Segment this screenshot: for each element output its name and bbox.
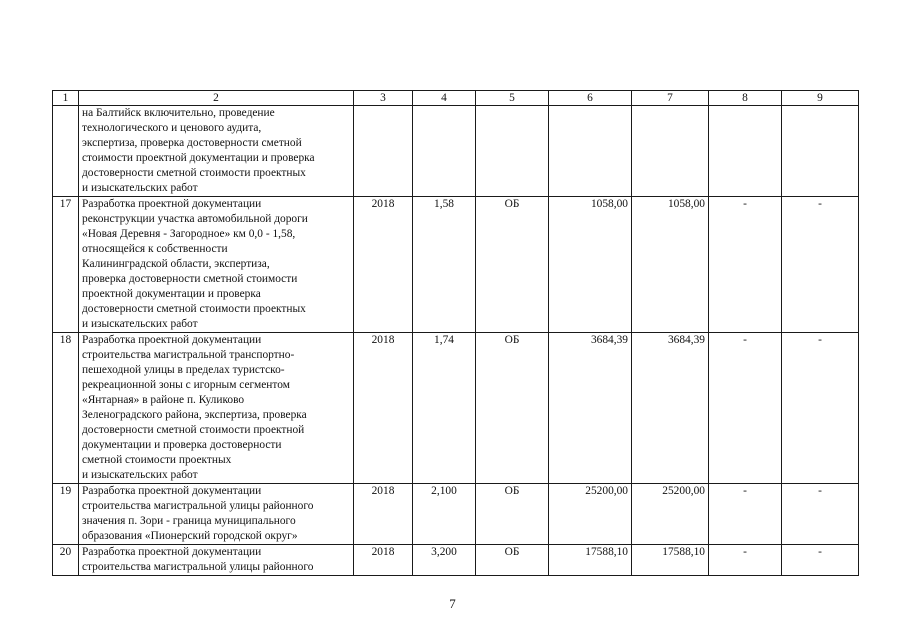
- amount-cell: 3684,39: [632, 333, 709, 484]
- description-cell: на Балтийск включительно, проведение технологического и ценового аудита, экспертиза, проверка достоверности сметной стоимости проектной документации и проверка достоверности сметной стоимости проектных и изыскательских работ: [79, 106, 354, 197]
- source-cell: ОБ: [476, 545, 549, 576]
- row-number-cell: 18: [53, 333, 79, 484]
- description-cell: Разработка проектной документации строительства магистральной улицы районного значения п. Зори - граница муниципального образования «Пионерский городской округ»: [79, 484, 354, 545]
- year-cell: 2018: [354, 545, 413, 576]
- table-row: [53, 333, 859, 484]
- length-cell: 3,200: [413, 545, 476, 576]
- total-cell: 25200,00: [549, 484, 632, 545]
- source-cell: ОБ: [476, 197, 549, 333]
- amount-cell: 17588,10: [632, 545, 709, 576]
- description-cell: Разработка проектной документации строительства магистральной транспортно- пешеходной улицы в пределах туристско- рекреационной зоны с игорным сегментом «Янтарная» в районе п. Куликово Зеленоградского района, экспертиза, проверка достоверности сметной стоимости проектной документации и проверка достоверности сметной стоимости проектных и изыскательских работ: [79, 333, 354, 484]
- total-cell: 3684,39: [549, 333, 632, 484]
- length-cell: 2,100: [413, 484, 476, 545]
- header-cell: 3: [354, 91, 413, 106]
- total-cell: 1058,00: [549, 197, 632, 333]
- table-row: [53, 545, 859, 576]
- row-number-cell: [53, 106, 79, 197]
- col9-cell: -: [782, 333, 859, 484]
- row-number-cell: 19: [53, 484, 79, 545]
- length-cell: [413, 106, 476, 197]
- col9-cell: [782, 106, 859, 197]
- description-cell: Разработка проектной документации реконструкции участка автомобильной дороги «Новая Деревня - Загородное» км 0,0 - 1,58, относящейся к собственности Калининградской области, экспертиза, проверка достоверности сметной стоимости проектной документации и проверка достоверности сметной стоимости проектных и изыскательских работ: [79, 197, 354, 333]
- source-cell: [476, 106, 549, 197]
- table-row: [53, 197, 859, 333]
- row-number-cell: 20: [53, 545, 79, 576]
- year-cell: 2018: [354, 484, 413, 545]
- row-number-cell: 17: [53, 197, 79, 333]
- col9-cell: -: [782, 545, 859, 576]
- amount-cell: [632, 106, 709, 197]
- header-cell: 4: [413, 91, 476, 106]
- col8-cell: -: [709, 197, 782, 333]
- description-cell: Разработка проектной документации строительства магистральной улицы районного: [79, 545, 354, 576]
- table-row-continuation: [53, 106, 859, 197]
- header-row: [53, 91, 859, 106]
- year-cell: 2018: [354, 197, 413, 333]
- col8-cell: -: [709, 484, 782, 545]
- col9-cell: -: [782, 484, 859, 545]
- budget-table: [52, 90, 859, 576]
- header-cell: 1: [53, 91, 79, 106]
- page-number: 7: [449, 596, 456, 611]
- source-cell: ОБ: [476, 333, 549, 484]
- table-row: [53, 484, 859, 545]
- amount-cell: 25200,00: [632, 484, 709, 545]
- col9-cell: -: [782, 197, 859, 333]
- length-cell: 1,58: [413, 197, 476, 333]
- header-cell: 7: [632, 91, 709, 106]
- header-cell: 2: [79, 91, 354, 106]
- year-cell: 2018: [354, 333, 413, 484]
- total-cell: [549, 106, 632, 197]
- length-cell: 1,74: [413, 333, 476, 484]
- header-cell: 9: [782, 91, 859, 106]
- amount-cell: 1058,00: [632, 197, 709, 333]
- total-cell: 17588,10: [549, 545, 632, 576]
- header-cell: 6: [549, 91, 632, 106]
- col8-cell: [709, 106, 782, 197]
- year-cell: [354, 106, 413, 197]
- header-cell: 8: [709, 91, 782, 106]
- source-cell: ОБ: [476, 484, 549, 545]
- header-cell: 5: [476, 91, 549, 106]
- col8-cell: -: [709, 333, 782, 484]
- col8-cell: -: [709, 545, 782, 576]
